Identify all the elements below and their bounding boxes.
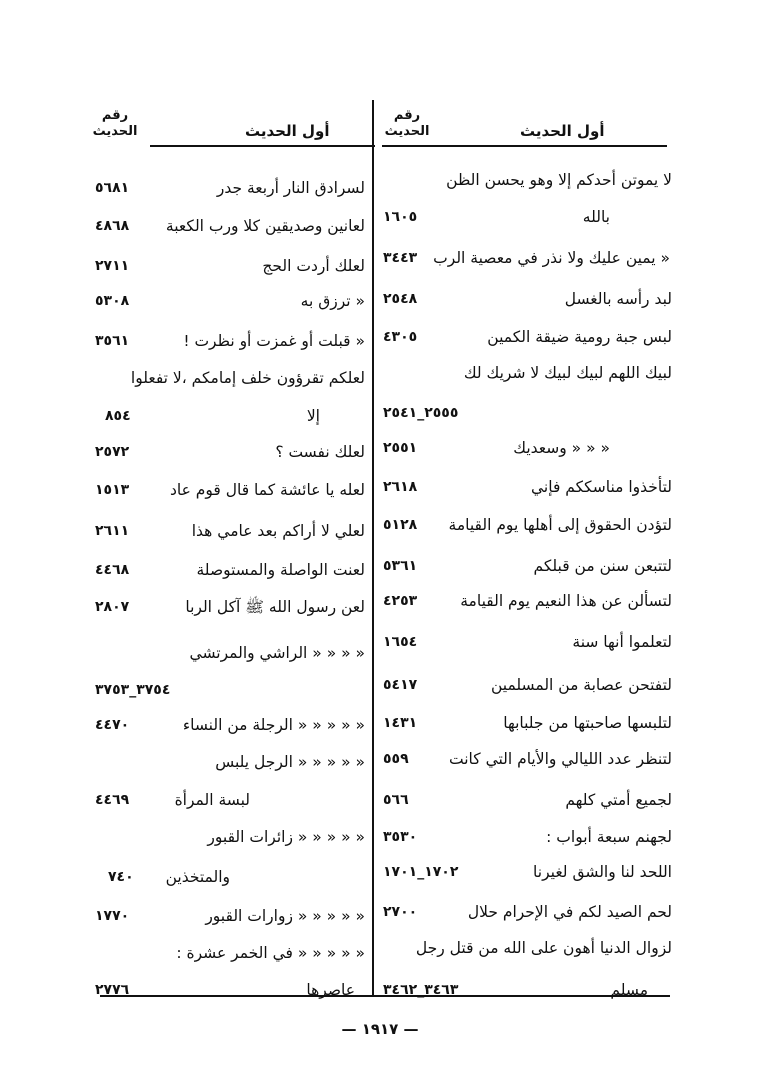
- entry-number: ٣٥٦١: [95, 333, 130, 349]
- entry-text: مسلم: [610, 981, 648, 999]
- entry-text: عاصرها: [306, 981, 355, 999]
- entry-number: ٥٤١٧: [383, 677, 418, 693]
- header-word-raqm: رقم: [393, 108, 421, 123]
- entry-text: إلا: [306, 407, 320, 425]
- entry-number: ٤٤٧٠: [95, 717, 130, 733]
- entry-number: ٥٦٦: [383, 792, 409, 808]
- entry-number: ٢٧١١: [95, 258, 130, 274]
- entry-number: ٢٦١١: [95, 523, 130, 539]
- entry-number: ٢٥٧٢: [95, 444, 130, 460]
- header-word-hadith: الحديث: [384, 124, 430, 139]
- entry-text: لعلكم تقرؤون خلف إمامكم ،لا تفعلوا: [130, 369, 365, 387]
- entry-number: ٧٤٠: [108, 869, 134, 885]
- entry-number: ٢٥٤٨: [383, 291, 418, 307]
- entry-number: ١٦٠٥: [383, 209, 418, 225]
- entry-number: ٣٧٥٤_٣٧٥٣: [95, 682, 171, 698]
- entry-number: ٥٣٦١: [383, 558, 418, 574]
- header-word-raqm: رقم: [101, 108, 129, 123]
- entry-text: « قبلت أو غمزت أو نظرت !: [183, 332, 365, 350]
- entry-text: لبس جبة رومية ضيقة الكمين: [487, 328, 672, 346]
- entry-text: لتلبسها صاحبتها من جلبابها: [503, 714, 672, 732]
- entry-text: « « « « الراشي والمرتشي: [189, 644, 365, 662]
- entry-text: لتأخذوا مناسككم فإني: [531, 478, 672, 496]
- entry-text: بالله: [582, 208, 610, 226]
- entry-number: ٢٥٥١: [383, 440, 418, 456]
- entry-text: « « « « « زائرات القبور: [207, 828, 365, 846]
- entry-number: ٢٨٠٧: [95, 599, 130, 615]
- entry-number: ١٧٠٢_١٧٠١: [383, 864, 459, 880]
- entry-text: « ترزق به: [300, 292, 365, 310]
- entry-text: لسرادق النار أربعة جدر: [216, 179, 365, 197]
- entry-number: ٤٢٥٣: [383, 593, 418, 609]
- entry-text: لجهنم سبعة أبواب :: [546, 828, 672, 846]
- header-underline-right: [382, 145, 667, 147]
- entry-number: ٥٦٨١: [95, 180, 130, 196]
- entry-text: لتتبعن سنن من قبلكم: [533, 557, 672, 575]
- page-number: — ١٩١٧ —: [341, 1020, 419, 1038]
- entry-text: « « « « « زوارات القبور: [205, 907, 365, 925]
- entry-number: ٢٦١٨: [383, 479, 418, 495]
- entry-text: لتسألن عن هذا النعيم يوم القيامة: [460, 592, 672, 610]
- entry-text: لعلك أردت الحج: [262, 257, 365, 275]
- entry-text: لبسة المرأة: [174, 791, 250, 809]
- entry-number: ٣٤٤٣: [383, 250, 418, 266]
- entry-text: لتعلموا أنها سنة: [572, 633, 672, 651]
- entry-number: ٢٧٧٦: [95, 982, 130, 998]
- entry-text: « « « « « في الخمر عشرة :: [176, 944, 365, 962]
- entry-text: « يمين عليك ولا نذر في معصية الرب: [433, 249, 670, 267]
- entry-number: ١٧٧٠: [95, 908, 130, 924]
- entry-text: لتنظر عدد الليالي والأيام التي كانت: [449, 750, 672, 768]
- entry-number: ٢٥٥٥_٢٥٤١: [383, 405, 459, 421]
- entry-text: لعن رسول الله ﷺ آكل الربا: [185, 598, 365, 616]
- entry-number: ٤٨٦٨: [95, 218, 130, 234]
- entry-text: لعلي لا أراكم بعد عامي هذا: [191, 522, 365, 540]
- entry-number: ٥٥٩: [383, 751, 409, 767]
- entry-text: لزوال الدنيا أهون على الله من قتل رجل: [415, 939, 672, 957]
- entry-number: ٥٣٠٨: [95, 293, 130, 309]
- entry-text: لبد رأسه بالغسل: [564, 290, 672, 308]
- right-column-number-header: [382, 108, 432, 140]
- entry-text: « « « « « الرجلة من النساء: [182, 716, 365, 734]
- left-column-number-header: [90, 108, 140, 140]
- entry-text: لعلك نفست ؟: [275, 443, 365, 461]
- entry-text: لعله يا عائشة كما قال قوم عاد: [169, 481, 365, 499]
- entry-text: لحم الصيد لكم في الإحرام حلال: [467, 903, 672, 921]
- entry-number: ١٥١٣: [95, 482, 130, 498]
- entry-number: ١٤٣١: [383, 715, 418, 731]
- entry-number: ٥١٢٨: [383, 517, 418, 533]
- entry-text: والمتخذين: [165, 868, 230, 886]
- entry-text: لجميع أمتي كلهم: [565, 791, 672, 809]
- entry-number: ٤٤٦٨: [95, 562, 130, 578]
- entry-number: ٣٤٦٣_٣٤٦٢: [383, 982, 459, 998]
- entry-number: ١٦٥٤: [383, 634, 418, 650]
- entry-text: لتفتحن عصابة من المسلمين: [490, 676, 672, 694]
- column-divider: [372, 100, 374, 995]
- entry-text: لتؤدن الحقوق إلى أهلها يوم القيامة: [448, 516, 672, 534]
- entry-number: ٤٤٦٩: [95, 792, 130, 808]
- entry-number: ٢٧٠٠: [383, 904, 418, 920]
- entry-text: « « « وسعديك: [513, 439, 610, 457]
- left-column-title-header: أول الحديث: [245, 122, 330, 140]
- entry-text: لا يموتن أحدكم إلا وهو يحسن الظن: [446, 171, 672, 189]
- entry-text: « « « « « الرجل يلبس: [215, 753, 365, 771]
- entry-text: لعنت الواصلة والمستوصلة: [196, 561, 365, 579]
- header-underline-left: [150, 145, 375, 147]
- entry-text: لعانين وصديقين كلا ورب الكعبة: [165, 217, 365, 235]
- entry-number: ٣٥٣٠: [383, 829, 418, 845]
- header-word-hadith: الحديث: [92, 124, 138, 139]
- right-column-title-header: أول الحديث: [520, 122, 605, 140]
- entry-number: ٤٣٠٥: [383, 329, 418, 345]
- entry-number: ٨٥٤: [105, 408, 131, 424]
- entry-text: اللحد لنا والشق لغيرنا: [533, 863, 672, 881]
- entry-text: لبيك اللهم لبيك لبيك لا شريك لك: [463, 364, 672, 382]
